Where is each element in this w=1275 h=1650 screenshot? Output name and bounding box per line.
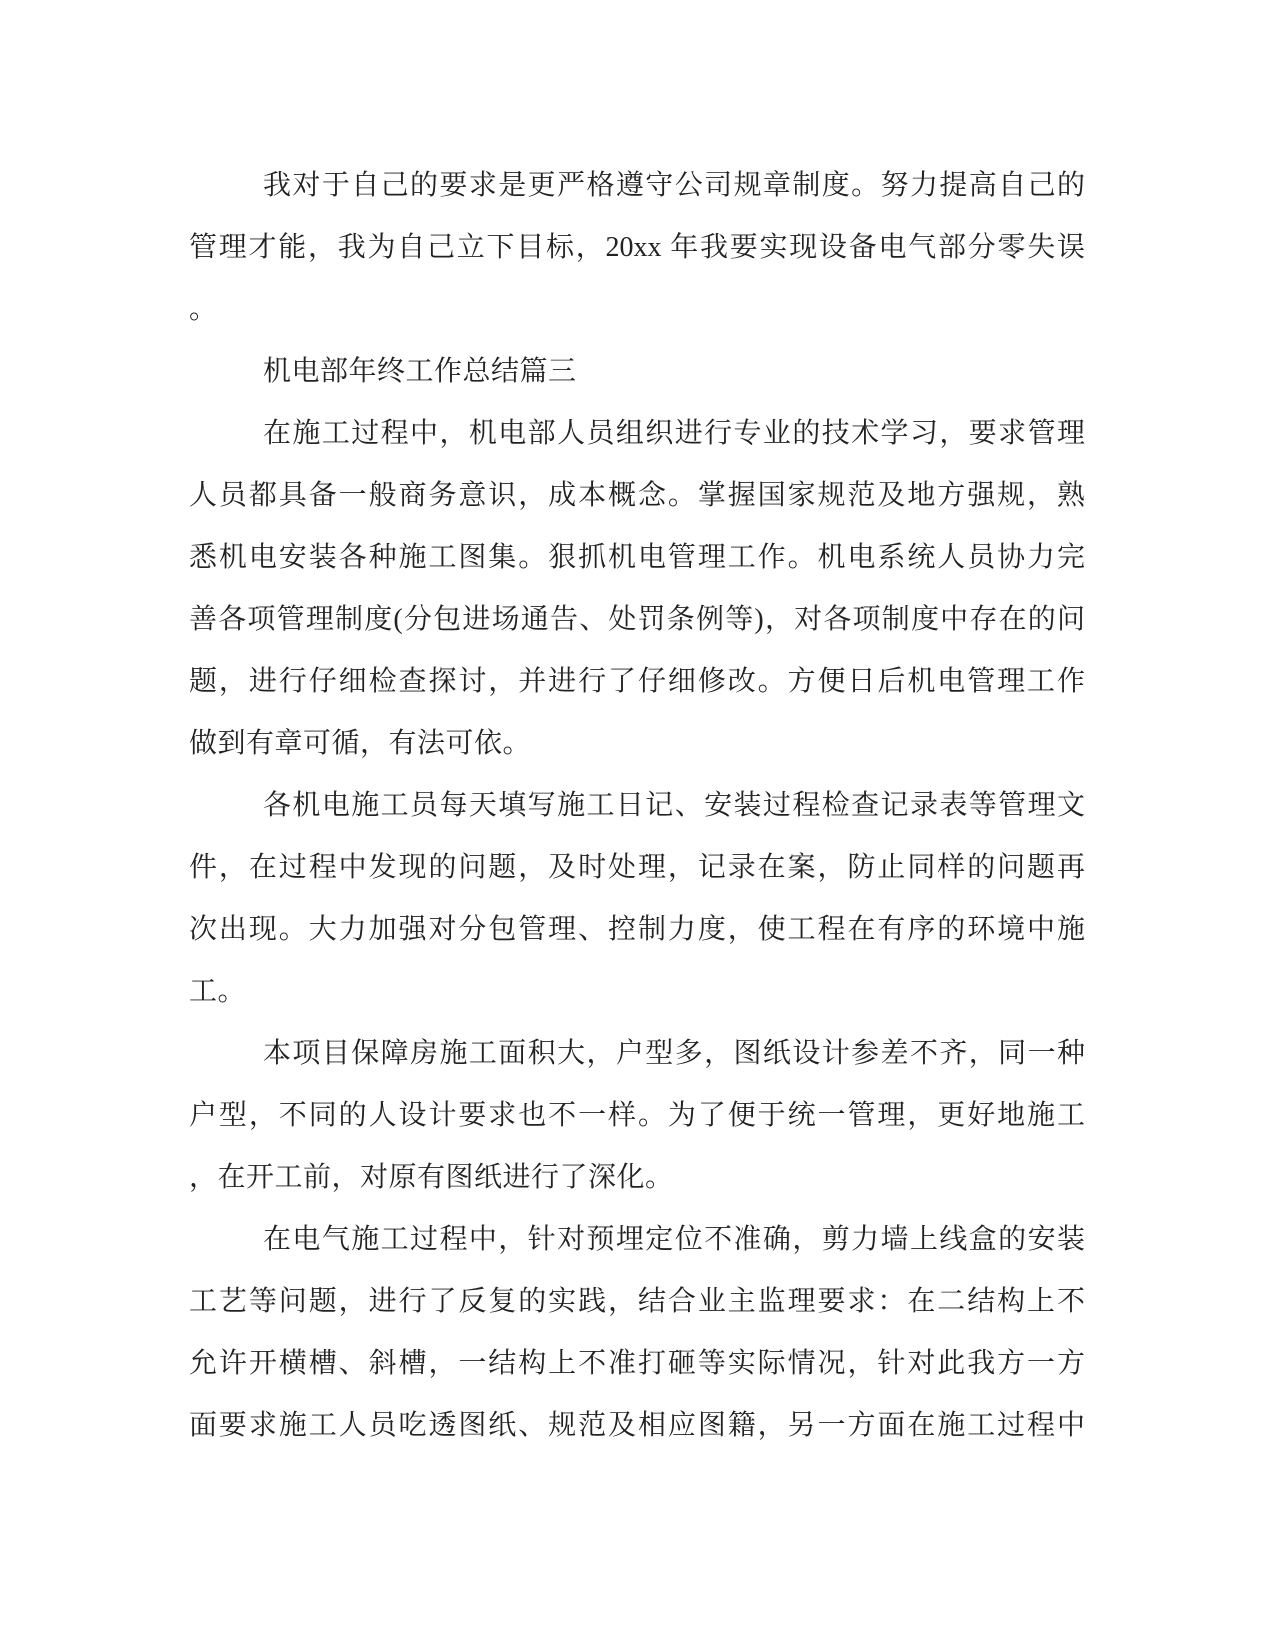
text-line: 允许开横槽、斜槽，一结构上不准打砸等实际情况，针对此我方一方 [189,1348,1085,1379]
heading-line: 机电部年终工作总结篇三 [263,356,577,387]
text-line: 面要求施工人员吃透图纸、规范及相应图籍，另一方面在施工过程中 [189,1410,1085,1441]
text-line: 工艺等问题，进行了反复的实践，结合业主监理要求：在二结构上不 [189,1286,1085,1317]
text-line: 各机电施工员每天填写施工日记、安装过程检查记录表等管理文 [263,790,1085,821]
text-line: 。 [189,294,218,325]
paragraph-3 [189,775,1085,1023]
paragraph-4 [189,1023,1085,1209]
text-line: 在电气施工过程中，针对预埋定位不准确，剪力墙上线盒的安装 [263,1224,1085,1255]
paragraph-1 [189,155,1085,341]
text-line: 题，进行仔细检查探讨，并进行了仔细修改。方便日后机电管理工作 [189,666,1085,697]
document-body [189,155,1085,1457]
text-line: 工。 [189,976,247,1007]
text-line: 在施工过程中，机电部人员组织进行专业的技术学习，要求管理 [263,418,1085,449]
text-line: 悉机电安装各种施工图集。狠抓机电管理工作。机电系统人员协力完 [189,542,1085,573]
section-heading [189,341,1085,403]
text-line: ，在开工前，对原有图纸进行了深化。 [189,1162,674,1193]
paragraph-2 [189,403,1085,775]
text-line: 户型，不同的人设计要求也不一样。为了便于统一管理，更好地施工 [189,1100,1085,1131]
text-line: 善各项管理制度(分包进场通告、处罚条例等)，对各项制度中存在的问 [189,604,1085,635]
text-line: 次出现。大力加强对分包管理、控制力度，使工程在有序的环境中施 [189,914,1085,945]
paragraph-5 [189,1209,1085,1457]
text-line: 我对于自己的要求是更严格遵守公司规章制度。努力提高自己的 [263,170,1085,201]
text-line: 本项目保障房施工面积大，户型多，图纸设计参差不齐，同一种 [263,1038,1085,1069]
text-line: 件，在过程中发现的问题，及时处理，记录在案，防止同样的问题再 [189,852,1085,883]
text-line: 做到有章可循，有法可依。 [189,728,532,759]
text-line: 管理才能，我为自己立下目标，20xx 年我要实现设备电气部分零失误 [189,232,1085,263]
text-line: 人员都具备一般商务意识，成本概念。掌握国家规范及地方强规，熟 [189,480,1085,511]
